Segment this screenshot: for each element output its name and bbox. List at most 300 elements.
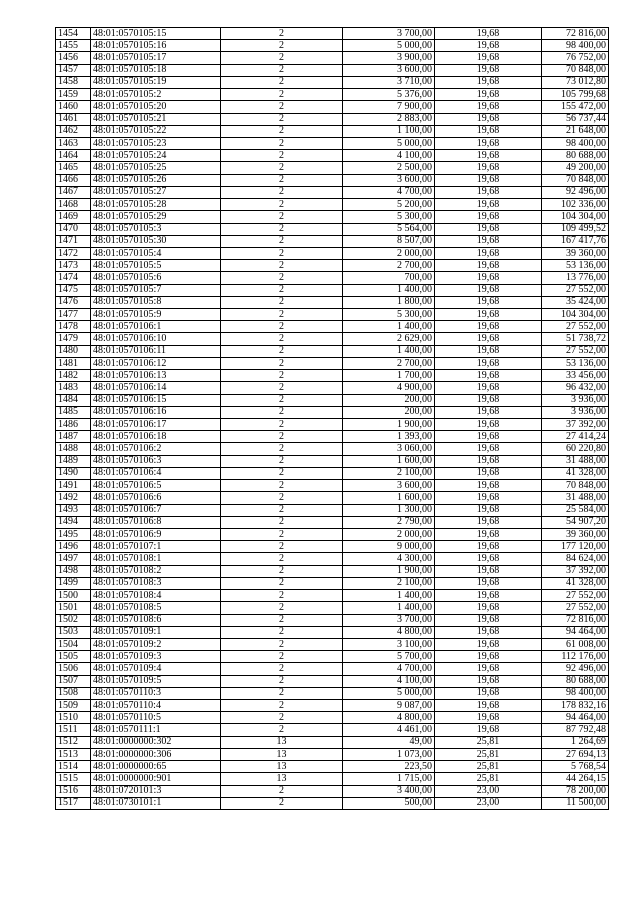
rate-value: 19,68: [435, 394, 542, 406]
row-number: 1461: [56, 113, 91, 125]
cadastral-number: 48:01:0570105:27: [91, 186, 221, 198]
row-number: 1479: [56, 333, 91, 345]
table-row: [56, 296, 609, 308]
category-code: 2: [221, 687, 343, 699]
cadastral-number: 48:01:0570106:2: [91, 443, 221, 455]
rate-value: 19,68: [435, 382, 542, 394]
amount-value: 94 464,00: [542, 712, 609, 724]
amount-value: 98 400,00: [542, 687, 609, 699]
rate-value: 23,00: [435, 785, 542, 797]
area-value: 1 073,00: [343, 748, 435, 760]
rate-value: 19,68: [435, 370, 542, 382]
category-code: 2: [221, 724, 343, 736]
row-number: 1474: [56, 272, 91, 284]
rate-value: 19,68: [435, 125, 542, 137]
area-value: 4 100,00: [343, 150, 435, 162]
amount-value: 35 424,00: [542, 296, 609, 308]
rate-value: 19,68: [435, 528, 542, 540]
cadastral-number: 48:01:0570105:2: [91, 89, 221, 101]
table-row: [56, 40, 609, 52]
cadastral-number: 48:01:0570106:8: [91, 516, 221, 528]
table-row: [56, 52, 609, 64]
category-code: 2: [221, 247, 343, 259]
rate-value: 19,68: [435, 687, 542, 699]
area-value: 1 400,00: [343, 345, 435, 357]
category-code: 2: [221, 174, 343, 186]
cadastral-number: 48:01:0570105:20: [91, 101, 221, 113]
row-number: 1467: [56, 186, 91, 198]
rate-value: 19,68: [435, 272, 542, 284]
cadastral-number: 48:01:0570108:6: [91, 614, 221, 626]
row-number: 1466: [56, 174, 91, 186]
category-code: 13: [221, 748, 343, 760]
row-number: 1463: [56, 137, 91, 149]
category-code: 2: [221, 272, 343, 284]
rate-value: 19,68: [435, 101, 542, 113]
area-value: 1 393,00: [343, 431, 435, 443]
table-row: [56, 382, 609, 394]
table-row: [56, 724, 609, 736]
table-row: [56, 785, 609, 797]
cadastral-number: 48:01:0570106:16: [91, 406, 221, 418]
table-row: [56, 406, 609, 418]
cadastral-number: 48:01:0570107:1: [91, 541, 221, 553]
category-code: 2: [221, 76, 343, 88]
rate-value: 19,68: [435, 455, 542, 467]
row-number: 1491: [56, 480, 91, 492]
category-code: 2: [221, 89, 343, 101]
row-number: 1464: [56, 150, 91, 162]
rate-value: 19,68: [435, 443, 542, 455]
table-row: [56, 455, 609, 467]
cadastral-number: 48:01:0570106:1: [91, 321, 221, 333]
cadastral-number: 48:01:0570106:13: [91, 370, 221, 382]
cadastral-number: 48:01:0570109:4: [91, 663, 221, 675]
amount-value: 178 832,16: [542, 700, 609, 712]
rate-value: 19,68: [435, 89, 542, 101]
row-number: 1488: [56, 443, 91, 455]
area-value: 5 300,00: [343, 309, 435, 321]
area-value: 5 700,00: [343, 651, 435, 663]
area-value: 3 900,00: [343, 52, 435, 64]
cadastral-number: 48:01:0570106:6: [91, 492, 221, 504]
amount-value: 41 328,00: [542, 467, 609, 479]
area-value: 2 100,00: [343, 467, 435, 479]
table-row: [56, 626, 609, 638]
cadastral-number: 48:01:0570105:21: [91, 113, 221, 125]
table-row: [56, 687, 609, 699]
category-code: 2: [221, 455, 343, 467]
cadastral-number: 48:01:0570105:8: [91, 296, 221, 308]
category-code: 2: [221, 394, 343, 406]
row-number: 1456: [56, 52, 91, 64]
area-value: 2 100,00: [343, 577, 435, 589]
area-value: 5 564,00: [343, 223, 435, 235]
amount-value: 92 496,00: [542, 663, 609, 675]
amount-value: 78 200,00: [542, 785, 609, 797]
amount-value: 25 584,00: [542, 504, 609, 516]
cadastral-number: 48:01:0570109:5: [91, 675, 221, 687]
category-code: 2: [221, 296, 343, 308]
cadastral-number: 48:01:0720101:3: [91, 785, 221, 797]
category-code: 2: [221, 626, 343, 638]
area-value: 5 000,00: [343, 40, 435, 52]
table-body: [56, 28, 609, 810]
row-number: 1480: [56, 345, 91, 357]
area-value: 3 600,00: [343, 174, 435, 186]
row-number: 1487: [56, 431, 91, 443]
rate-value: 19,68: [435, 247, 542, 259]
rate-value: 25,81: [435, 736, 542, 748]
area-value: 2 883,00: [343, 113, 435, 125]
rate-value: 19,68: [435, 150, 542, 162]
table-row: [56, 235, 609, 247]
category-code: 2: [221, 480, 343, 492]
area-value: 1 900,00: [343, 565, 435, 577]
cadastral-number: 48:01:0570105:26: [91, 174, 221, 186]
cadastral-number: 48:01:0570105:28: [91, 199, 221, 211]
amount-value: 94 464,00: [542, 626, 609, 638]
area-value: 5 000,00: [343, 137, 435, 149]
rate-value: 25,81: [435, 748, 542, 760]
rate-value: 25,81: [435, 761, 542, 773]
row-number: 1457: [56, 64, 91, 76]
area-value: 4 461,00: [343, 724, 435, 736]
amount-value: 39 360,00: [542, 528, 609, 540]
land-plot-table: [55, 27, 609, 810]
category-code: 2: [221, 712, 343, 724]
row-number: 1473: [56, 260, 91, 272]
rate-value: 19,68: [435, 492, 542, 504]
rate-value: 19,68: [435, 333, 542, 345]
category-code: 13: [221, 736, 343, 748]
table-row: [56, 174, 609, 186]
table-row: [56, 125, 609, 137]
row-number: 1492: [56, 492, 91, 504]
rate-value: 19,68: [435, 700, 542, 712]
rate-value: 19,68: [435, 321, 542, 333]
table-row: [56, 321, 609, 333]
amount-value: 167 417,76: [542, 235, 609, 247]
area-value: 3 600,00: [343, 480, 435, 492]
cadastral-number: 48:01:0570105:22: [91, 125, 221, 137]
cadastral-number: 48:01:0570105:30: [91, 235, 221, 247]
table-row: [56, 797, 609, 809]
cadastral-number: 48:01:0570106:10: [91, 333, 221, 345]
category-code: 2: [221, 64, 343, 76]
cadastral-number: 48:01:0570106:12: [91, 357, 221, 369]
amount-value: 51 738,72: [542, 333, 609, 345]
row-number: 1458: [56, 76, 91, 88]
cadastral-number: 48:01:0570108:2: [91, 565, 221, 577]
table-row: [56, 101, 609, 113]
area-value: 8 507,00: [343, 235, 435, 247]
cadastral-number: 48:01:0570108:3: [91, 577, 221, 589]
rate-value: 19,68: [435, 602, 542, 614]
category-code: 2: [221, 235, 343, 247]
category-code: 2: [221, 321, 343, 333]
row-number: 1499: [56, 577, 91, 589]
area-value: 5 376,00: [343, 89, 435, 101]
area-value: 1 300,00: [343, 504, 435, 516]
cadastral-number: 48:01:0000000:65: [91, 761, 221, 773]
cadastral-number: 48:01:0570106:15: [91, 394, 221, 406]
amount-value: 98 400,00: [542, 137, 609, 149]
row-number: 1483: [56, 382, 91, 394]
category-code: 2: [221, 577, 343, 589]
table-row: [56, 663, 609, 675]
amount-value: 109 499,52: [542, 223, 609, 235]
cadastral-number: 48:01:0570109:1: [91, 626, 221, 638]
cadastral-number: 48:01:0570106:5: [91, 480, 221, 492]
rate-value: 19,68: [435, 357, 542, 369]
rate-value: 19,68: [435, 565, 542, 577]
rate-value: 19,68: [435, 724, 542, 736]
amount-value: 53 136,00: [542, 357, 609, 369]
amount-value: 39 360,00: [542, 247, 609, 259]
area-value: 7 900,00: [343, 101, 435, 113]
row-number: 1493: [56, 504, 91, 516]
rate-value: 19,68: [435, 590, 542, 602]
row-number: 1516: [56, 785, 91, 797]
rate-value: 19,68: [435, 174, 542, 186]
cadastral-number: 48:01:0570108:1: [91, 553, 221, 565]
category-code: 2: [221, 467, 343, 479]
rate-value: 19,68: [435, 211, 542, 223]
area-value: 4 300,00: [343, 553, 435, 565]
rate-value: 19,68: [435, 712, 542, 724]
category-code: 2: [221, 675, 343, 687]
amount-value: 54 907,20: [542, 516, 609, 528]
amount-value: 80 688,00: [542, 150, 609, 162]
cadastral-number: 48:01:0570106:17: [91, 419, 221, 431]
row-number: 1471: [56, 235, 91, 247]
row-number: 1494: [56, 516, 91, 528]
row-number: 1508: [56, 687, 91, 699]
category-code: 2: [221, 382, 343, 394]
area-value: 1 700,00: [343, 370, 435, 382]
rate-value: 19,68: [435, 113, 542, 125]
row-number: 1472: [56, 247, 91, 259]
row-number: 1481: [56, 357, 91, 369]
rate-value: 19,68: [435, 186, 542, 198]
cadastral-number: 48:01:0570105:18: [91, 64, 221, 76]
area-value: 2 500,00: [343, 162, 435, 174]
area-value: 3 060,00: [343, 443, 435, 455]
row-number: 1501: [56, 602, 91, 614]
table-row: [56, 370, 609, 382]
cadastral-number: 48:01:0570105:25: [91, 162, 221, 174]
area-value: 1 100,00: [343, 125, 435, 137]
category-code: 2: [221, 797, 343, 809]
cadastral-number: 48:01:0570105:19: [91, 76, 221, 88]
table-row: [56, 431, 609, 443]
category-code: 2: [221, 345, 343, 357]
cadastral-number: 48:01:0570105:16: [91, 40, 221, 52]
rate-value: 19,68: [435, 675, 542, 687]
category-code: 2: [221, 199, 343, 211]
cadastral-number: 48:01:0570105:15: [91, 28, 221, 40]
amount-value: 3 936,00: [542, 406, 609, 418]
cadastral-number: 48:01:0570105:7: [91, 284, 221, 296]
table-row: [56, 309, 609, 321]
table-row: [56, 150, 609, 162]
cadastral-number: 48:01:0570105:9: [91, 309, 221, 321]
amount-value: 21 648,00: [542, 125, 609, 137]
area-value: 5 200,00: [343, 199, 435, 211]
cadastral-number: 48:01:0570105:6: [91, 272, 221, 284]
table-row: [56, 528, 609, 540]
area-value: 1 900,00: [343, 419, 435, 431]
amount-value: 27 414,24: [542, 431, 609, 443]
rate-value: 19,68: [435, 663, 542, 675]
amount-value: 155 472,00: [542, 101, 609, 113]
row-number: 1475: [56, 284, 91, 296]
table-row: [56, 419, 609, 431]
amount-value: 31 488,00: [542, 455, 609, 467]
amount-value: 60 220,80: [542, 443, 609, 455]
rate-value: 19,68: [435, 260, 542, 272]
table-row: [56, 272, 609, 284]
amount-value: 70 848,00: [542, 480, 609, 492]
cadastral-number: 48:01:0570109:2: [91, 638, 221, 650]
amount-value: 27 694,13: [542, 748, 609, 760]
row-number: 1517: [56, 797, 91, 809]
amount-value: 27 552,00: [542, 590, 609, 602]
row-number: 1460: [56, 101, 91, 113]
rate-value: 19,68: [435, 467, 542, 479]
area-value: 9 000,00: [343, 541, 435, 553]
area-value: 1 400,00: [343, 590, 435, 602]
category-code: 2: [221, 431, 343, 443]
rate-value: 19,68: [435, 162, 542, 174]
category-code: 2: [221, 357, 343, 369]
area-value: 1 400,00: [343, 321, 435, 333]
table-row: [56, 773, 609, 785]
area-value: 700,00: [343, 272, 435, 284]
category-code: 13: [221, 761, 343, 773]
amount-value: 56 737,44: [542, 113, 609, 125]
area-value: 5 300,00: [343, 211, 435, 223]
amount-value: 177 120,00: [542, 541, 609, 553]
area-value: 2 629,00: [343, 333, 435, 345]
category-code: 2: [221, 663, 343, 675]
rate-value: 19,68: [435, 638, 542, 650]
area-value: 2 000,00: [343, 528, 435, 540]
table-row: [56, 516, 609, 528]
row-number: 1486: [56, 419, 91, 431]
table-row: [56, 675, 609, 687]
row-number: 1513: [56, 748, 91, 760]
row-number: 1512: [56, 736, 91, 748]
table-row: [56, 76, 609, 88]
row-number: 1514: [56, 761, 91, 773]
cadastral-number: 48:01:0570110:4: [91, 700, 221, 712]
category-code: 2: [221, 443, 343, 455]
cadastral-number: 48:01:0570106:18: [91, 431, 221, 443]
cadastral-number: 48:01:0000000:306: [91, 748, 221, 760]
table-row: [56, 467, 609, 479]
category-code: 2: [221, 492, 343, 504]
table-row: [56, 638, 609, 650]
row-number: 1476: [56, 296, 91, 308]
rate-value: 19,68: [435, 76, 542, 88]
amount-value: 31 488,00: [542, 492, 609, 504]
rate-value: 23,00: [435, 797, 542, 809]
row-number: 1465: [56, 162, 91, 174]
category-code: 2: [221, 614, 343, 626]
cadastral-number: 48:01:0570111:1: [91, 724, 221, 736]
row-number: 1459: [56, 89, 91, 101]
amount-value: 96 432,00: [542, 382, 609, 394]
cadastral-number: 48:01:0570105:24: [91, 150, 221, 162]
row-number: 1468: [56, 199, 91, 211]
category-code: 2: [221, 137, 343, 149]
category-code: 2: [221, 211, 343, 223]
table-row: [56, 748, 609, 760]
row-number: 1489: [56, 455, 91, 467]
category-code: 2: [221, 113, 343, 125]
table-row: [56, 28, 609, 40]
amount-value: 37 392,00: [542, 419, 609, 431]
amount-value: 80 688,00: [542, 675, 609, 687]
row-number: 1469: [56, 211, 91, 223]
amount-value: 105 799,68: [542, 89, 609, 101]
area-value: 3 400,00: [343, 785, 435, 797]
category-code: 2: [221, 602, 343, 614]
area-value: 1 600,00: [343, 455, 435, 467]
table-row: [56, 712, 609, 724]
table-row: [56, 186, 609, 198]
rate-value: 19,68: [435, 541, 542, 553]
category-code: 2: [221, 516, 343, 528]
rate-value: 19,68: [435, 406, 542, 418]
area-value: 2 790,00: [343, 516, 435, 528]
category-code: 2: [221, 101, 343, 113]
rate-value: 19,68: [435, 40, 542, 52]
table-row: [56, 247, 609, 259]
cadastral-number: 48:01:0570108:4: [91, 590, 221, 602]
row-number: 1495: [56, 528, 91, 540]
table-row: [56, 394, 609, 406]
rate-value: 19,68: [435, 345, 542, 357]
amount-value: 61 008,00: [542, 638, 609, 650]
amount-value: 5 768,54: [542, 761, 609, 773]
amount-value: 70 848,00: [542, 174, 609, 186]
cadastral-number: 48:01:0570110:5: [91, 712, 221, 724]
rate-value: 19,68: [435, 28, 542, 40]
table-row: [56, 565, 609, 577]
table-row: [56, 602, 609, 614]
amount-value: 70 848,00: [542, 64, 609, 76]
row-number: 1485: [56, 406, 91, 418]
row-number: 1504: [56, 638, 91, 650]
row-number: 1497: [56, 553, 91, 565]
amount-value: 76 752,00: [542, 52, 609, 64]
amount-value: 102 336,00: [542, 199, 609, 211]
table-row: [56, 651, 609, 663]
area-value: 4 800,00: [343, 626, 435, 638]
rate-value: 25,81: [435, 773, 542, 785]
cadastral-number: 48:01:0570105:17: [91, 52, 221, 64]
category-code: 2: [221, 309, 343, 321]
cadastral-number: 48:01:0570105:23: [91, 137, 221, 149]
category-code: 2: [221, 651, 343, 663]
cadastral-number: 48:01:0000000:901: [91, 773, 221, 785]
category-code: 2: [221, 223, 343, 235]
area-value: 1 715,00: [343, 773, 435, 785]
row-number: 1482: [56, 370, 91, 382]
